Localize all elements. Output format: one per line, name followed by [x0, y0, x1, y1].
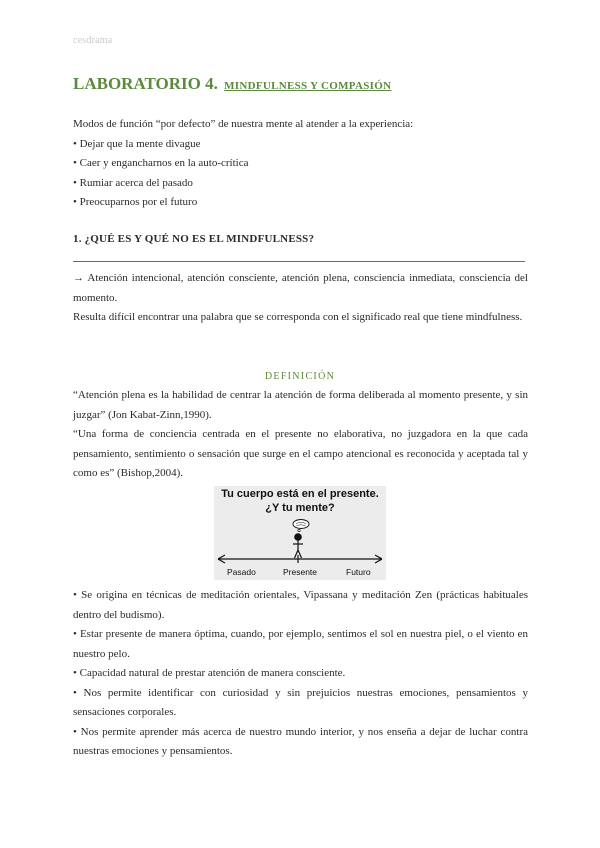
timeline-illustration	[214, 486, 386, 580]
list-item: • Se origina en técnicas de meditación orientales, Vipassana y meditación Zen (prácticas habituales dentro del budismo).	[73, 589, 528, 621]
label-future: Futuro	[346, 567, 371, 577]
definition-heading: DEFINICIÓN	[264, 371, 336, 382]
list-item: • Preocuparnos por el futuro	[73, 196, 198, 208]
person-icon	[293, 534, 303, 558]
intro-block	[73, 115, 528, 213]
title-main: LABORATORIO 4.	[73, 74, 218, 93]
features-list	[73, 586, 528, 762]
label-past: Pasado	[227, 567, 256, 577]
brand-watermark: cesdrama	[73, 35, 113, 46]
synonyms-paragraph: → Atención intencional, atención consciente, atención plena, consciencia inmediata, consciencia del momento.	[73, 272, 528, 304]
title-subtitle: MINDFULNESS Y COMPASIÓN	[224, 80, 392, 92]
difficulty-paragraph: Resulta difícil encontrar una palabra que se corresponda con el significado real que tiene mindfulness.	[73, 311, 523, 323]
page-title	[73, 74, 391, 94]
list-item: • Nos permite aprender más acerca de nuestro mundo interior, y nos enseña a dejar de luchar contra nuestras emociones y pensamientos.	[73, 725, 528, 757]
list-item: • Caer y engancharnos en la auto-crítica	[73, 157, 249, 169]
label-present: Presente	[283, 567, 318, 577]
figure-caption-line2: ¿Y tu mente?	[265, 501, 335, 514]
list-item: • Nos permite identificar con curiosidad y sin prejuicios nuestras emociones, pensamientos y sensaciones corporales.	[73, 686, 528, 718]
thought-bubble-icon	[293, 520, 309, 529]
figure-caption-line1: Tu cuerpo está en el presente.	[221, 488, 379, 500]
section-divider	[73, 261, 525, 262]
list-item: • Estar presente de manera óptima, cuando, por ejemplo, sentimos el sol en nuestra piel, o el viento en nuestro pelo.	[73, 628, 528, 660]
default-modes-list	[73, 135, 528, 213]
present-moment-figure	[214, 486, 386, 580]
quote-bishop: “Una forma de conciencia centrada en el presente no elaborativa, no juzgadora en la que cada pensamiento, sentimiento o sensación que surge en el campo atencional es reconocida y aceptada tal y como es” (Bishop,2004).	[73, 428, 528, 479]
quote-kabat-zinn: “Atención plena es la habilidad de centrar la atención de forma deliberada al momento presente, y sin juzgar” (Jon Kabat-Zinn,1990).	[73, 389, 528, 421]
list-item: • Capacidad natural de prestar atención de manera consciente.	[73, 667, 346, 679]
intro-lead: Modos de función “por defecto” de nuestra mente al atender a la experiencia:	[73, 118, 414, 130]
thought-dot-icon	[298, 529, 300, 531]
section-heading: 1. ¿QUÉ ES Y QUÉ NO ES EL MINDFULNESS?	[73, 233, 315, 245]
list-item: • Rumiar acerca del pasado	[73, 176, 193, 189]
list-item: • Dejar que la mente divague	[73, 137, 201, 150]
